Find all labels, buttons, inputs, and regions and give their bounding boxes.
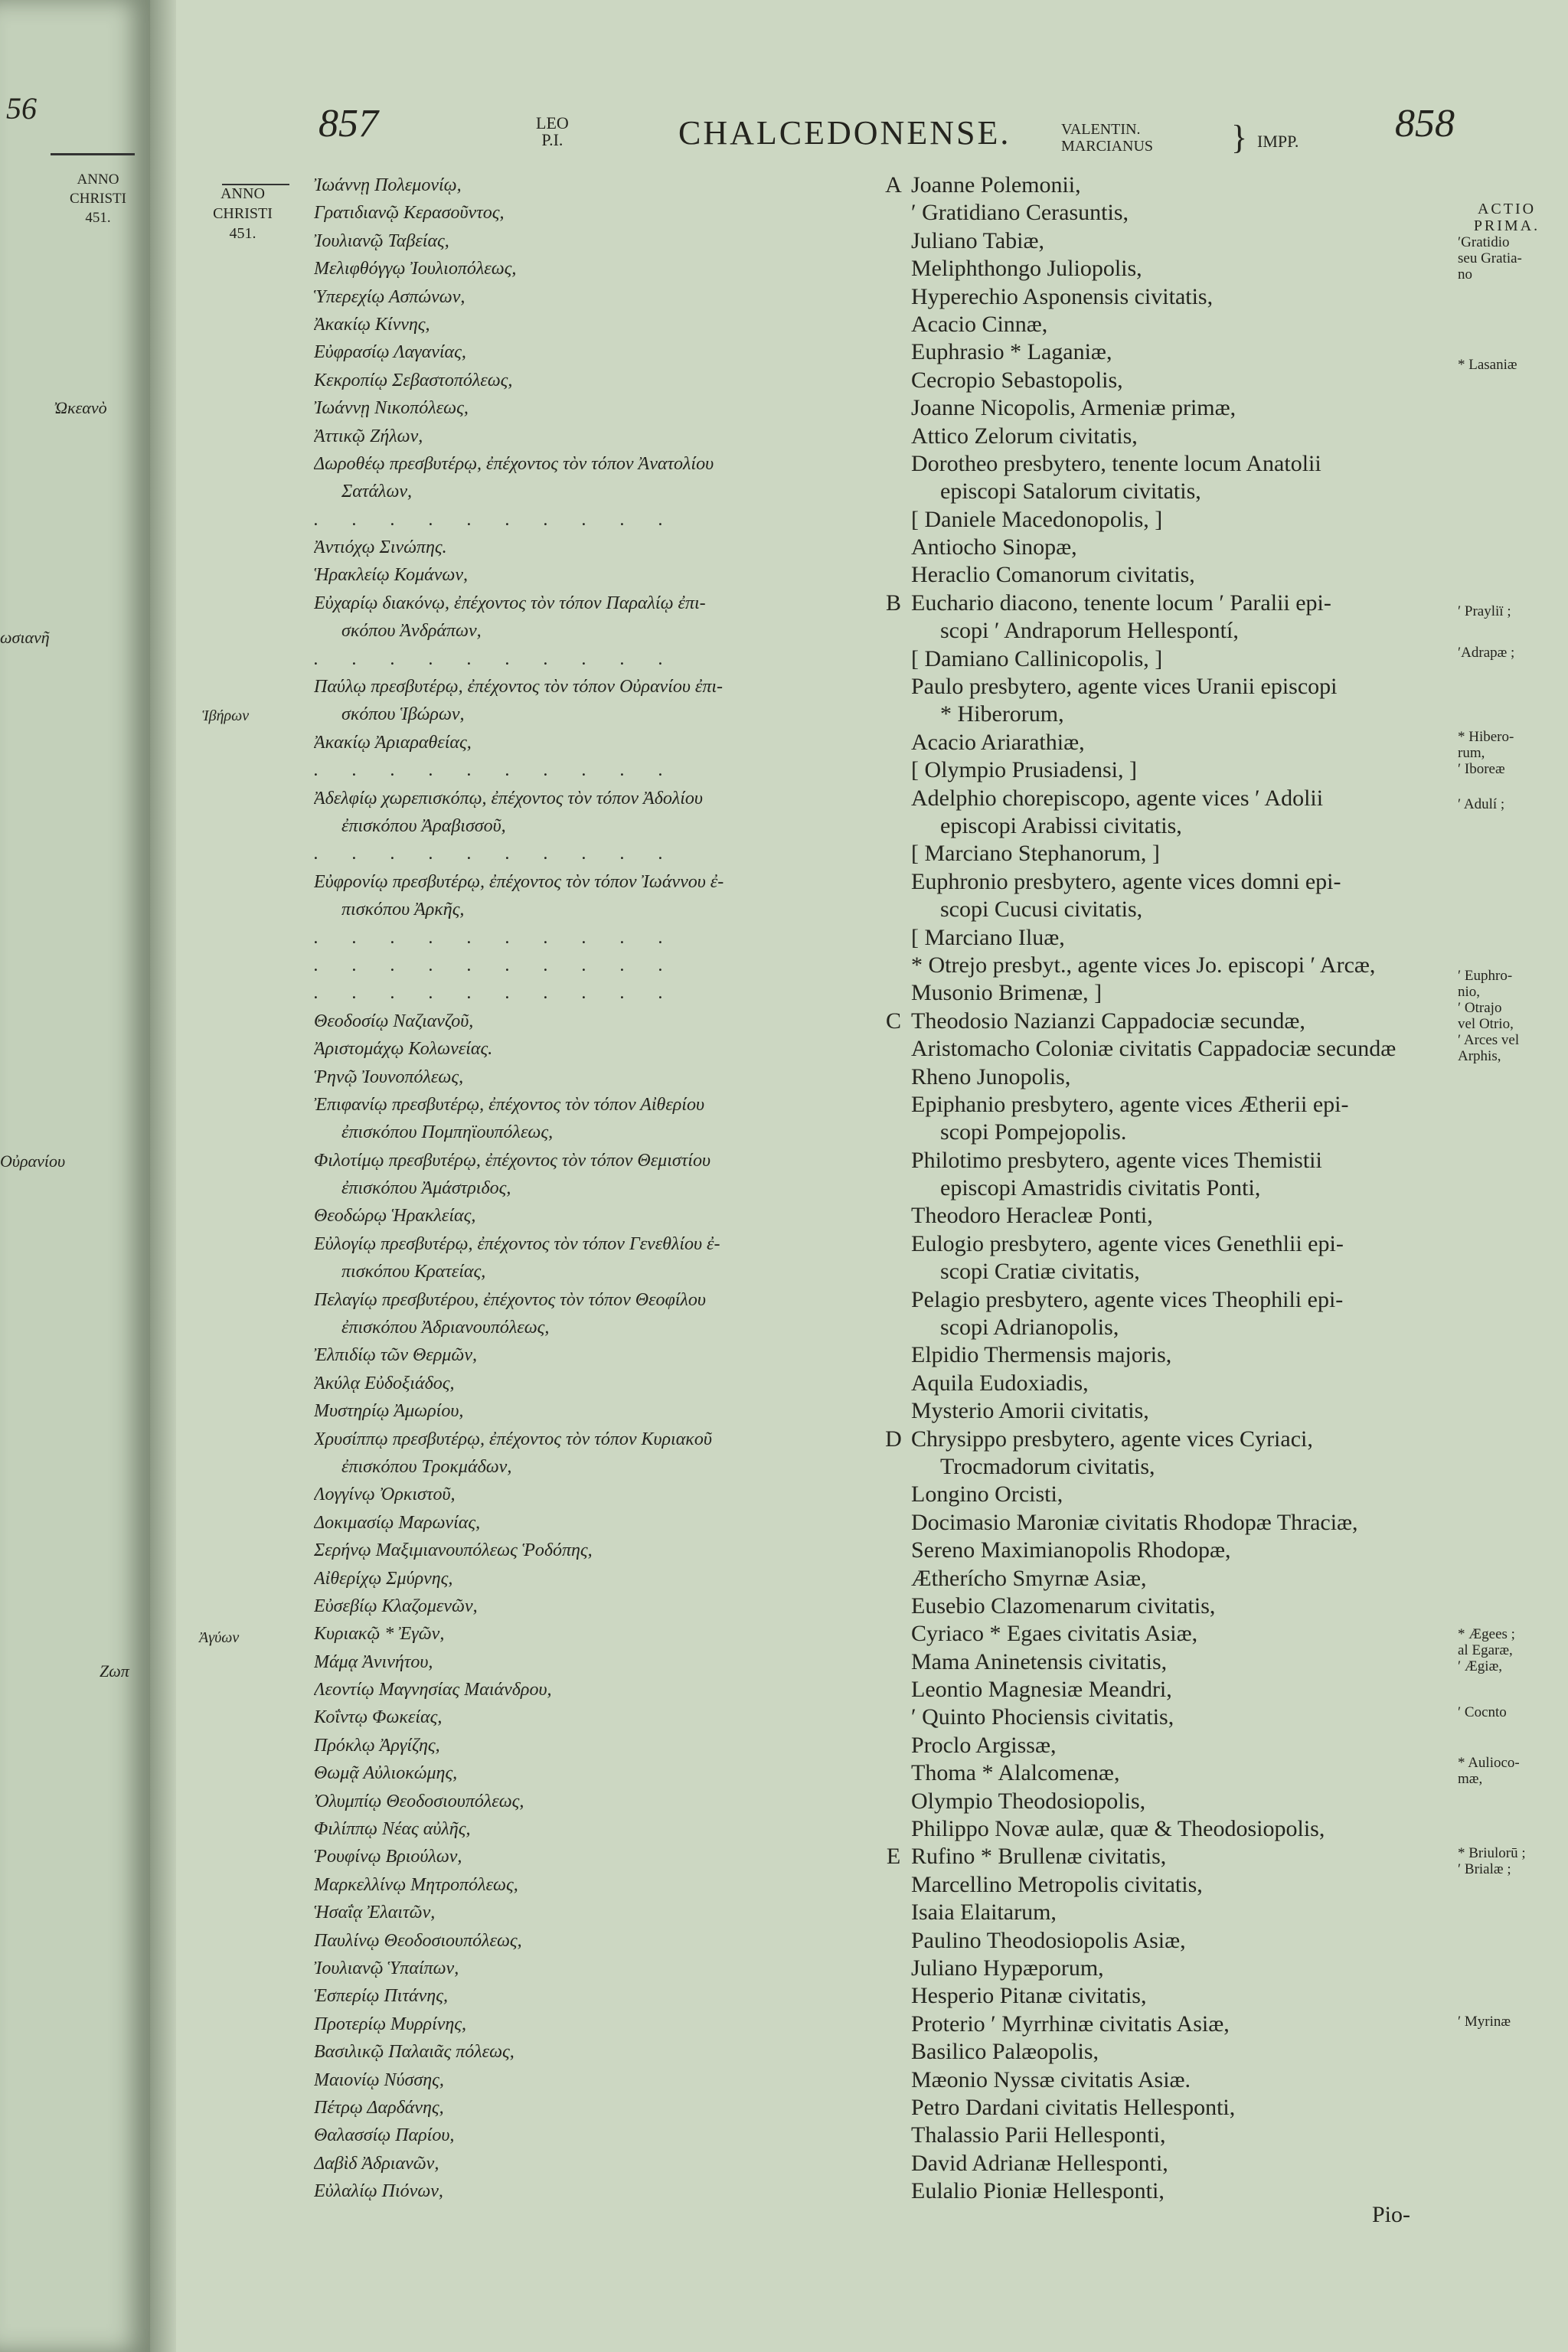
latin-line [880, 1899, 1470, 1926]
lacuna-dots: .......... [314, 927, 697, 948]
latin-text: Leontio Magnesiæ Meandri, [911, 1677, 1172, 1703]
latin-text: Dorotheo presbytero, tenente locum Anatolii [911, 450, 1321, 476]
greek-line: ἐπισκόπου Τροκμάδων, [341, 1456, 512, 1477]
latin-line [880, 1397, 1470, 1425]
greek-line: Ῥουφίνῳ Βριούλων, [314, 1847, 462, 1867]
greek-line: Ἡσαΐᾳ Ἐλαιτῶν, [314, 1903, 436, 1923]
latin-text: Euphronio presbytero, agente vices domni epi- [911, 868, 1341, 894]
latin-line [880, 1620, 1470, 1648]
latin-line [880, 1341, 1470, 1369]
latin-line [880, 1119, 1470, 1146]
latin-line [880, 812, 1470, 840]
latin-line [880, 1147, 1470, 1174]
greek-line: Ἰωάννῃ Νικοπόλεως, [314, 398, 469, 419]
latin-text: Musonio Brimenæ, ] [911, 980, 1102, 1006]
latin-line [880, 283, 1470, 311]
latin-text: Juliano Tabiæ, [911, 227, 1045, 253]
greek-line: Αἰθερίχῳ Σμύρνης, [314, 1568, 453, 1589]
greek-line: Ἀντιόχῳ Σινώπης. [314, 537, 447, 558]
latin-line [880, 785, 1470, 812]
latin-line [880, 1509, 1470, 1537]
greek-line: ἐπισκόπου Ἀδριανουπόλεως, [341, 1318, 550, 1338]
inner-margin-gloss: Ἀγύων [199, 1629, 240, 1646]
greek-line: Εὐχαρίῳ διακόνῳ, ἐπέχοντος τὸν τόπον Παραλίῳ ἐπι- [314, 593, 706, 613]
greek-line: Εὐφρονίῳ πρεσβυτέρῳ, ἐπέχοντος τὸν τόπον Ἰωάννου ἐ- [314, 871, 724, 892]
latin-text: [ Olympio Prusiadensi, ] [911, 757, 1137, 783]
margin-note: ʹGratidio seu Gratia- no [1458, 234, 1522, 283]
greek-line: Χρυσίππῳ πρεσβυτέρῳ, ἐπέχοντος τὸν τόπον Κυριακοῦ [314, 1429, 712, 1449]
latin-line [880, 255, 1470, 283]
lacuna-dots: .......... [314, 955, 697, 975]
actio-line: ACTIO [1477, 201, 1537, 217]
latin-text: Heraclio Comanorum civitatis, [911, 562, 1195, 588]
margin-note: ʹ Cocnto [1458, 1704, 1507, 1720]
latin-text: Petro Dardani civitatis Hellesponti, [911, 2094, 1236, 2120]
latin-line [880, 1091, 1470, 1119]
latin-text: Aquila Eudoxiadis, [911, 1370, 1089, 1396]
latin-line [880, 199, 1470, 227]
greek-line: Ἰωάννῃ Πολεμονίῳ, [314, 175, 462, 195]
actio-block [1461, 201, 1553, 234]
header-emperors [1061, 121, 1153, 155]
folio-right: 858 [1395, 102, 1455, 145]
latin-line [880, 590, 1470, 617]
greek-line: Κοΐντῳ Φωκείας, [314, 1707, 443, 1728]
greek-line: Μαρκελλίνῳ Μητροπόλεως, [314, 1874, 518, 1895]
greek-column [314, 172, 896, 2206]
latin-line [880, 423, 1470, 450]
section-letter: E [886, 1844, 901, 1870]
left-margin-gloss: Ὠκεανὸ [54, 398, 107, 417]
latin-text: scopi Pompejopolis. [940, 1119, 1127, 1145]
folio-left: 857 [318, 102, 378, 145]
greek-line: Δωροθέῳ πρεσβυτέρῳ, ἐπέχοντος τὸν τόπον Ἀνατολίου [314, 453, 714, 474]
latin-text: Eulalio Pioniæ Hellesponti, [911, 2178, 1165, 2204]
latin-text: Meliphthongo Juliopolis, [911, 256, 1142, 282]
latin-text: Joanne Polemonii, [911, 172, 1081, 198]
latin-line [880, 896, 1470, 923]
latin-line [880, 2150, 1470, 2177]
latin-text: Joanne Nicopolis, Armeniæ primæ, [911, 395, 1236, 421]
greek-line: Ἀττικῷ Ζήλων, [314, 426, 423, 446]
latin-text: Proclo Argissæ, [911, 1732, 1057, 1758]
margin-note: ʹ Myrinæ [1458, 2014, 1511, 2030]
latin-line [880, 673, 1470, 701]
latin-text: Antiocho Sinopæ, [911, 534, 1077, 560]
margin-note: ʹ Euphro- nio, ʹ Otrajo vel Otrio, ʹ Arces vel Arphis, [1458, 968, 1520, 1064]
latin-text: Acacio Cinnæ, [911, 311, 1048, 337]
anno-christi-block [201, 184, 285, 243]
latin-text: [ Damiano Callinicopolis, ] [911, 645, 1163, 671]
impp-label: IMPP. [1257, 132, 1299, 151]
latin-text: Mama Aninetensis civitatis, [911, 1648, 1168, 1674]
latin-line [880, 979, 1470, 1007]
marcianus-label: MARCIANUS [1061, 138, 1154, 155]
anno-line: ANNO [220, 185, 265, 202]
left-margin-gloss: Οὐρανίου [0, 1152, 66, 1171]
greek-line: Φιλίππῳ Νέας αὐλῆς, [314, 1819, 471, 1840]
margin-note: ʹ Prayliï ; [1458, 603, 1511, 619]
latin-text: David Adrianæ Hellesponti, [911, 2150, 1168, 2176]
margin-note: * Hibero- rum, ʹ Iboreæ [1458, 729, 1514, 777]
left-anno-label [60, 170, 136, 227]
latin-text: * Otrejo presbyt., agente vices Jo. episcopi ʹ Arcæ, [911, 952, 1376, 978]
latin-line [880, 311, 1470, 338]
header-brace: } [1231, 119, 1248, 156]
greek-line: Λογγίνῳ Ὀρκιστοῦ, [314, 1485, 456, 1505]
lacuna-dots: .......... [314, 844, 697, 864]
latin-text: Basilico Palæopolis, [911, 2039, 1099, 2065]
latin-line [880, 1955, 1470, 1982]
latin-line [880, 1370, 1470, 1397]
left-anno-line: ANNO [77, 172, 119, 188]
latin-text: Cyriaco * Egaes civitatis Asiæ, [911, 1621, 1198, 1647]
greek-line: Μαιονίῳ Νύσσης, [314, 2069, 444, 2090]
left-page-number: 56 [6, 91, 37, 126]
latin-text: Cecropio Sebastopolis, [911, 367, 1123, 393]
latin-line [880, 1676, 1470, 1704]
greek-line: Εὐλαλίῳ Πιόνων, [314, 2181, 443, 2202]
latin-line [880, 729, 1470, 756]
greek-line: Ὀλυμπίῳ Θεοδοσιουπόλεως, [314, 1791, 524, 1811]
latin-text: Marcellino Metropolis civitatis, [911, 1871, 1203, 1897]
greek-line: Θωμᾷ Αὐλιοκώμης, [314, 1763, 458, 1784]
anno-line: CHRISTI [213, 205, 273, 222]
latin-text: Mæonio Nyssæ civitatis Asiæ. [911, 2066, 1191, 2092]
latin-text: Chrysippo presbytero, agente vices Cyriaci, [911, 1426, 1313, 1452]
greek-line: Ἡρακλείῳ Κομάνων, [314, 565, 468, 586]
latin-line [880, 2038, 1470, 2066]
latin-line [880, 1537, 1470, 1564]
margin-note: * Aulioco- mæ, [1458, 1755, 1520, 1787]
latin-text: Philippo Novæ aulæ, quæ & Theodosiopolis, [911, 1816, 1325, 1842]
latin-line [880, 450, 1470, 478]
greek-line: Πρόκλῳ Ἀργίζης, [314, 1735, 440, 1756]
latin-line [880, 1174, 1470, 1202]
latin-line [880, 1258, 1470, 1285]
latin-text: Euchario diacono, tenente locum ʹ Paralii epi- [911, 590, 1331, 616]
section-letter: A [885, 172, 902, 198]
latin-text: Thoma * Alalcomenæ, [911, 1760, 1120, 1786]
lacuna-dots: .......... [314, 648, 697, 669]
greek-lacuna-dots [314, 952, 896, 979]
latin-text: Hesperio Pitanæ civitatis, [911, 1983, 1147, 2009]
latin-text: Thalassio Parii Hellesponti, [911, 2122, 1166, 2148]
catchword: Pio- [1372, 2202, 1411, 2227]
lacuna-dots: .......... [314, 509, 697, 530]
latin-text: Elpidio Thermensis majoris, [911, 1342, 1172, 1368]
greek-line: Δοκιμασίῳ Μαρωνίας, [314, 1512, 481, 1533]
leo-label: LEO [536, 113, 569, 132]
latin-line [880, 756, 1470, 784]
greek-line: ἐπισκόπου Ἀραβισσοῦ, [341, 815, 506, 836]
latin-line [880, 2066, 1470, 2094]
latin-text: Longino Orcisti, [911, 1481, 1063, 1508]
latin-text: Paulino Theodosiopolis Asiæ, [911, 1927, 1186, 1953]
latin-line [880, 1927, 1470, 1955]
latin-line [880, 2011, 1470, 2038]
latin-text: episcopi Arabissi civitatis, [940, 812, 1182, 838]
greek-line: Δαβὶδ Ἀδριανῶν, [314, 2153, 439, 2174]
left-anno-line: CHRISTI [70, 191, 126, 207]
latin-text: Rheno Junopolis, [911, 1063, 1071, 1089]
greek-lacuna-dots [314, 840, 896, 867]
greek-line: πισκόπου Κρατείας, [341, 1262, 486, 1282]
greek-line: Κεκροπίῳ Σεβαστοπόλεως, [314, 370, 513, 390]
left-margin-gloss: Ζωπ [100, 1661, 129, 1681]
latin-line [880, 506, 1470, 534]
lacuna-dots: .......... [314, 983, 697, 1004]
greek-line: σκόπου Ἀνδράπων, [341, 621, 482, 642]
greek-lacuna-dots [314, 924, 896, 952]
greek-line: Βασιλικῷ Παλαιᾶς πόλεως, [314, 2042, 514, 2063]
latin-line [880, 1230, 1470, 1258]
latin-text: Adelphio chorepiscopo, agente vices ʹ Adolii [911, 785, 1324, 811]
latin-line [880, 1843, 1470, 1870]
latin-text: Pelagio presbytero, agente vices Theophili epi- [911, 1286, 1344, 1312]
latin-line [880, 1286, 1470, 1314]
latin-line [880, 561, 1470, 589]
greek-line: Πέτρῳ Δαρδάνης, [314, 2097, 444, 2118]
latin-line [880, 1481, 1470, 1508]
inner-margin-gloss: Ἱβήρων [202, 707, 250, 724]
section-letter: D [885, 1426, 902, 1452]
greek-line: Παυλίνῳ Θεοδοσιουπόλεως, [314, 1930, 522, 1951]
greek-line: Μάμᾳ Ἀνινήτου, [314, 1651, 433, 1672]
greek-line: Εὐφρασίῳ Λαγανίας, [314, 342, 466, 363]
greek-line: Φιλοτίμῳ πρεσβυτέρῳ, ἐπέχοντος τὸν τόπον Θεμιστίου [314, 1150, 710, 1171]
margin-note: ʹAdrapæ ; [1458, 645, 1515, 661]
latin-text: ʹ Quinto Phociensis civitatis, [911, 1704, 1174, 1730]
greek-line: Ἀριστομάχῳ Κολωνείας. [314, 1039, 493, 1060]
section-letter: B [885, 590, 901, 616]
latin-text: [ Daniele Macedonopolis, ] [911, 506, 1163, 532]
latin-line [880, 868, 1470, 896]
greek-line: Μυστηρίῳ Ἀμωρίου, [314, 1401, 464, 1422]
latin-line [880, 2122, 1470, 2149]
latin-text: Olympio Theodosiopolis, [911, 1788, 1146, 1814]
latin-line [880, 1565, 1470, 1592]
latin-text: Mysterio Amorii civitatis, [911, 1398, 1149, 1424]
greek-line: Ἑσπερίῳ Πιτάνης, [314, 1986, 448, 2007]
greek-line: Λεοντίῳ Μαγνησίας Μαιάνδρου, [314, 1680, 552, 1700]
margin-note: * Ægees ; al Egaræ, ʹ Ægiæ, [1458, 1626, 1515, 1674]
pl-label: P.I. [541, 130, 564, 149]
lacuna-dots: .......... [314, 760, 697, 781]
left-page [0, 0, 152, 2352]
latin-text: Rufino * Brullenæ civitatis, [911, 1844, 1167, 1870]
latin-line [880, 1759, 1470, 1787]
latin-text: scopi Adrianopolis, [940, 1315, 1119, 1341]
running-title: CHALCEDONENSE. [678, 114, 1011, 152]
latin-line [880, 701, 1470, 728]
latin-line [880, 1426, 1470, 1453]
latin-line [880, 952, 1470, 979]
latin-line [880, 617, 1470, 645]
latin-column [880, 172, 1470, 2206]
greek-line: πισκόπου Ἀρκῆς, [341, 900, 465, 920]
section-letter: C [885, 1008, 901, 1034]
margin-note: ʹ Adulí ; [1458, 796, 1505, 812]
latin-line [880, 1592, 1470, 1620]
greek-line: Εὐλογίῳ πρεσβυτέρῳ, ἐπέχοντος τὸν τόπον Γενεθλίου ἐ- [314, 1233, 720, 1254]
latin-text: scopi Cucusi civitatis, [940, 897, 1143, 923]
greek-lacuna-dots [314, 645, 896, 673]
greek-line: Ἀκακίῳ Κίννης, [314, 314, 430, 335]
latin-line [880, 924, 1470, 952]
latin-line [880, 1314, 1470, 1341]
latin-line [880, 172, 1470, 199]
latin-line [880, 227, 1470, 255]
latin-text: Trocmadorum civitatis, [940, 1453, 1155, 1479]
greek-line: Ἀδελφίῳ χωρεπισκόπῳ, ἐπέχοντος τὸν τόπον Ἀδολίου [314, 788, 703, 808]
latin-line [880, 1732, 1470, 1759]
greek-line: Μελιφθόγγῳ Ἰουλιοπόλεως, [314, 259, 517, 279]
latin-text: Aristomacho Coloniæ civitatis Cappadociæ secundæ [911, 1036, 1396, 1062]
greek-line: Ἐπιφανίῳ πρεσβυτέρῳ, ἐπέχοντος τὸν τόπον Αἰθερίου [314, 1094, 704, 1115]
latin-text: [ Marciano Stephanorum, ] [911, 841, 1160, 867]
latin-line [880, 1063, 1470, 1091]
greek-line: Ἰουλιανῷ Ταβείας, [314, 230, 449, 251]
book-gutter [150, 0, 176, 2352]
latin-text: scopi Cratiæ civitatis, [940, 1259, 1140, 1285]
greek-line: Ἰουλιανῷ Ὑπαίπων, [314, 1958, 459, 1978]
greek-line: Πελαγίῳ πρεσβυτέρου, ἐπέχοντος τὸν τόπον Θεοφίλου [314, 1289, 706, 1310]
latin-text: Acacio Ariarathiæ, [911, 729, 1085, 755]
latin-text: Theodosio Nazianzi Cappadociæ secundæ, [911, 1008, 1305, 1034]
latin-text: Sereno Maximianopolis Rhodopæ, [911, 1537, 1231, 1563]
latin-line [880, 367, 1470, 394]
latin-line [880, 1648, 1470, 1676]
greek-line: Σατάλων, [341, 482, 413, 502]
greek-line: Ἀκακίῳ Ἀριαραθείας, [314, 732, 472, 753]
greek-lacuna-dots [314, 979, 896, 1007]
margin-note: * Lasaniæ [1458, 357, 1517, 373]
latin-line [880, 394, 1470, 422]
latin-text: episcopi Satalorum civitatis, [940, 479, 1201, 505]
latin-text: Hyperechio Asponensis civitatis, [911, 283, 1214, 309]
latin-text: Attico Zelorum civitatis, [911, 423, 1138, 449]
latin-line [880, 1815, 1470, 1843]
latin-line [880, 534, 1470, 561]
greek-line: Προτερίῳ Μυρρίνης, [314, 2014, 467, 2034]
header-leo [536, 115, 569, 149]
greek-line: Ὑπερεχίῳ Ασπώνων, [314, 286, 466, 307]
latin-text: Juliano Hypæporum, [911, 1955, 1104, 1981]
latin-text: Isaia Elaitarum, [911, 1900, 1057, 1926]
greek-line: Ῥηνῷ Ἰουνοπόλεως, [314, 1067, 464, 1087]
latin-text: Philotimo presbytero, agente vices Themistii [911, 1147, 1322, 1173]
latin-text: ʹ Gratidiano Cerasuntis, [911, 200, 1129, 226]
latin-line [880, 338, 1470, 366]
greek-line: Θεοδοσίῳ Ναζιανζοῦ, [314, 1011, 474, 1031]
greek-line: Εὐσεβίῳ Κλαζομενῶν, [314, 1596, 478, 1616]
left-anno-line: 451. [85, 210, 111, 226]
latin-line [880, 1788, 1470, 1815]
greek-line: Γρατιδιανῷ Κερασοῦντος, [314, 203, 505, 224]
latin-line [880, 2094, 1470, 2122]
greek-line: Ἐλπιδίῳ τῶν Θερμῶν, [314, 1345, 477, 1366]
greek-line: Παύλῳ πρεσβυτέρῳ, ἐπέχοντος τὸν τόπον Οὐρανίου ἐπι- [314, 677, 724, 697]
latin-text: Proterio ʹ Myrrhinæ civitatis Asiæ, [911, 2011, 1230, 2037]
greek-line: σκόπου Ἱβώρων, [341, 704, 465, 725]
latin-line [880, 1453, 1470, 1481]
greek-line: Θαλασσίῳ Παρίου, [314, 2125, 455, 2146]
latin-text: Docimasio Maroniæ civitatis Rhodopæ Thraciæ, [911, 1509, 1358, 1535]
latin-text: Paulo presbytero, agente vices Uranii episcopi [911, 674, 1338, 700]
left-margin-gloss: ωσιανῆ [0, 628, 50, 647]
latin-text: Theodoro Heracleæ Ponti, [911, 1203, 1153, 1229]
latin-text: scopi ʹ Andraporum Hellespontí, [940, 618, 1239, 644]
latin-text: [ Marciano Iluæ, [911, 924, 1065, 950]
valentin-label: VALENTIN. [1061, 121, 1141, 138]
latin-line [880, 1035, 1470, 1063]
greek-lacuna-dots [314, 506, 896, 534]
actio-line: PRIMA. [1473, 217, 1540, 234]
latin-line [880, 1202, 1470, 1230]
latin-text: Epiphanio presbytero, agente vices Ætherii epi- [911, 1091, 1349, 1117]
latin-text: Eulogio presbytero, agente vices Genethlii epi- [911, 1230, 1344, 1256]
latin-text: Eusebio Clazomenarum civitatis, [911, 1592, 1216, 1619]
latin-text: * Hiberorum, [940, 701, 1064, 727]
latin-line [880, 840, 1470, 867]
greek-line: Ἀκύλᾳ Εὐδοξιάδος, [314, 1373, 455, 1393]
greek-line: Σερήνῳ Μαξιμιανουπόλεως Ῥοδόπης, [314, 1540, 593, 1561]
latin-line [880, 1008, 1470, 1035]
greek-line: Κυριακῷ * Ἐγῶν, [314, 1624, 445, 1645]
latin-line [880, 1704, 1470, 1731]
greek-lacuna-dots [314, 756, 896, 784]
latin-line [880, 645, 1470, 673]
latin-line [880, 1871, 1470, 1899]
margin-note: * Briulorū ; ʹ Brialæ ; [1458, 1845, 1526, 1877]
latin-line [880, 1982, 1470, 2010]
left-page-rule [51, 153, 135, 155]
greek-line: ἐπισκόπου Ἀμάστριδος, [341, 1178, 511, 1199]
latin-line [880, 478, 1470, 505]
latin-text: episcopi Amastridis civitatis Ponti, [940, 1175, 1261, 1201]
latin-text: Euphrasio * Laganiæ, [911, 339, 1112, 365]
latin-text: Ætherícho Smyrnæ Asiæ, [911, 1565, 1147, 1591]
anno-line: 451. [229, 225, 256, 242]
greek-line: Θεοδώρῳ Ἡρακλείας, [314, 1206, 476, 1227]
greek-line: ἐπισκόπου Πομπηϊουπόλεως, [341, 1122, 554, 1143]
